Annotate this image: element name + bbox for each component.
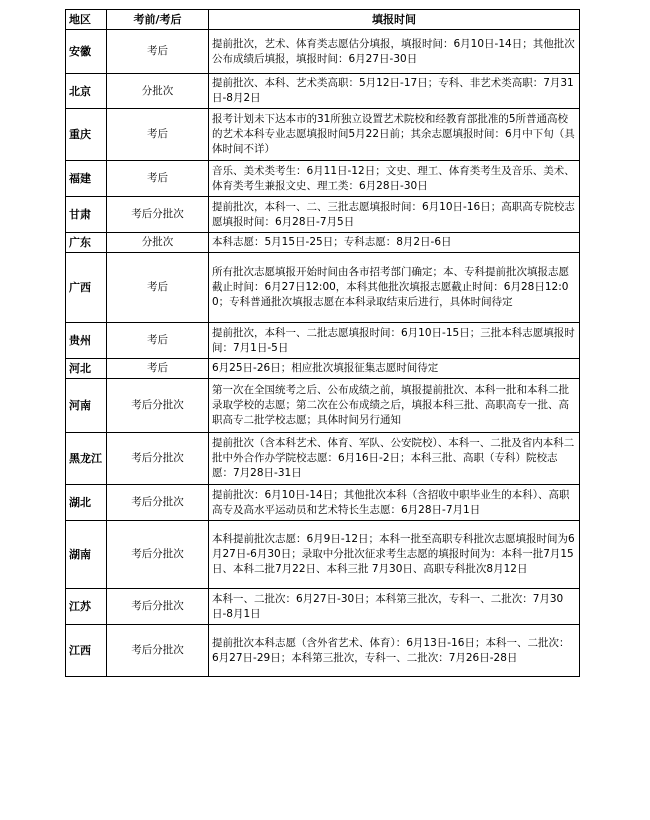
detail-cell: 音乐、美术类考生：6月11日-12日；文史、理工、体育类考生及音乐、美术、体育类考生兼报文史、理工类：6月28日-30日 (209, 161, 580, 197)
timing-cell: 考后 (107, 253, 209, 323)
timing-cell: 考后分批次 (107, 379, 209, 433)
table-row (66, 433, 580, 485)
region-cell: 江苏 (66, 589, 107, 625)
region-cell: 湖南 (66, 521, 107, 589)
detail-cell: 报考计划未下达本市的31所独立设置艺术院校和经教育部批准的5所普通高校的艺术本科专业志愿填报时间5月22日前；其余志愿填报时间：6月中下旬（具体时间不详） (209, 109, 580, 161)
table-row (66, 589, 580, 625)
table-row (66, 197, 580, 233)
detail-cell: 提前批次：6月10日-14日；其他批次本科（含招收中职毕业生的本科）、高职高专及高水平运动员和艺术特长生志愿：6月28日-7月1日 (209, 485, 580, 521)
timing-cell: 考后 (107, 359, 209, 379)
timing-cell: 考后 (107, 323, 209, 359)
table-row (66, 359, 580, 379)
timing-cell: 考后 (107, 109, 209, 161)
region-cell: 贵州 (66, 323, 107, 359)
timing-cell: 考后分批次 (107, 433, 209, 485)
table-row (66, 233, 580, 253)
timing-cell: 分批次 (107, 74, 209, 109)
detail-cell: 提前批次、本科、艺术类高职：5月12日-17日；专科、非艺术类高职：7月31日-8月2日 (209, 74, 580, 109)
detail-cell: 提前批次，艺术、体育类志愿估分填报，填报时间：6月10日-14日；其他批次公布成绩后填报，填报时间：6月27日-30日 (209, 30, 580, 74)
timing-cell: 考后分批次 (107, 521, 209, 589)
detail-cell: 本科志愿：5月15日-25日；专科志愿：8月2日-6日 (209, 233, 580, 253)
table-row (66, 625, 580, 677)
table-row (66, 323, 580, 359)
detail-cell: 提前批次，本科一、二、三批志愿填报时间：6月10日-16日；高职高专院校志愿填报时间：6月28日-7月5日 (209, 197, 580, 233)
region-cell: 广西 (66, 253, 107, 323)
detail-cell: 本科提前批次志愿：6月9日-12日；本科一批至高职专科批次志愿填报时间为6月27日-6月30日；录取中分批次征求考生志愿的填报时间为：本科一批7月15日、本科二批7月22日、本科三批 7月30日、高职专科批次8月12日 (209, 521, 580, 589)
timing-cell: 考后分批次 (107, 485, 209, 521)
header-timing: 考前/考后 (107, 10, 209, 30)
region-cell: 重庆 (66, 109, 107, 161)
detail-cell: 提前批次（含本科艺术、体育、军队、公安院校）、本科一、二批及省内本科二批中外合作办学院校志愿：6月16日-2日；本科三批、高职（专科）院校志愿：7月28日-31日 (209, 433, 580, 485)
header-region: 地区 (66, 10, 107, 30)
detail-cell: 6月25日-26日；相应批次填报征集志愿时间待定 (209, 359, 580, 379)
table-row (66, 485, 580, 521)
timing-cell: 考后分批次 (107, 197, 209, 233)
timing-cell: 考后分批次 (107, 625, 209, 677)
detail-cell: 本科一、二批次：6月27日-30日；本科第三批次，专科一、二批次：7月30日-8月1日 (209, 589, 580, 625)
region-cell: 湖北 (66, 485, 107, 521)
volunteer-schedule-table (65, 9, 580, 677)
timing-cell: 考后分批次 (107, 589, 209, 625)
table-row (66, 30, 580, 74)
region-cell: 北京 (66, 74, 107, 109)
table-row (66, 109, 580, 161)
detail-cell: 提前批次本科志愿（含外省艺术、体育）：6月13日-16日；本科一、二批次：6月27日-29日；本科第三批次，专科一、二批次：7月26日-28日 (209, 625, 580, 677)
region-cell: 广东 (66, 233, 107, 253)
detail-cell: 第一次在全国统考之后、公布成绩之前，填报提前批次、本科一批和本科二批录取学校的志愿；第二次在公布成绩之后，填报本科三批、高职高专一批、高职高专二批学校志愿；具体时间另行通知 (209, 379, 580, 433)
detail-cell: 提前批次，本科一、二批志愿填报时间：6月10日-15日；三批本科志愿填报时间：7月1日-5日 (209, 323, 580, 359)
region-cell: 福建 (66, 161, 107, 197)
region-cell: 江西 (66, 625, 107, 677)
region-cell: 河北 (66, 359, 107, 379)
region-cell: 安徽 (66, 30, 107, 74)
detail-cell: 所有批次志愿填报开始时间由各市招考部门确定；本、专科提前批次填报志愿截止时间：6月27日12:00，本科其他批次填报志愿截止时间：6月28日12:00；专科普通批次填报志愿在本科录取结束后进行，具体时间待定 (209, 253, 580, 323)
region-cell: 甘肃 (66, 197, 107, 233)
table-row (66, 521, 580, 589)
timing-cell: 考后 (107, 30, 209, 74)
table-row (66, 379, 580, 433)
region-cell: 河南 (66, 379, 107, 433)
table-row (66, 253, 580, 323)
table-row (66, 74, 580, 109)
timing-cell: 考后 (107, 161, 209, 197)
table-row (66, 161, 580, 197)
timing-cell: 分批次 (107, 233, 209, 253)
header-row (66, 10, 580, 30)
region-cell: 黑龙江 (66, 433, 107, 485)
header-time: 填报时间 (209, 10, 580, 30)
